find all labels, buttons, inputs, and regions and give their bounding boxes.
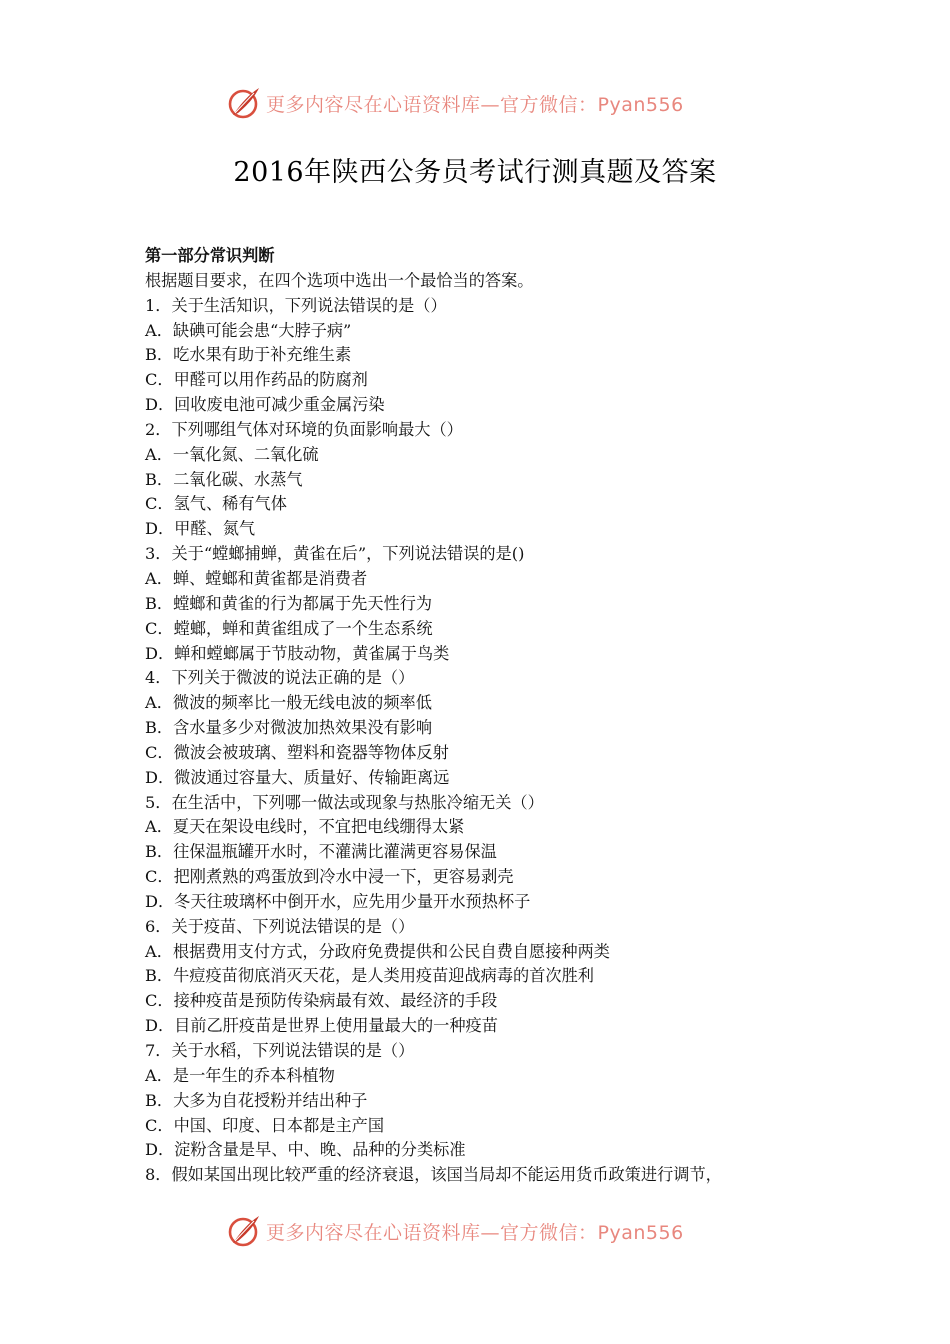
answer-option: B．螳螂和黄雀的行为都属于先天性行为 <box>145 593 433 613</box>
banner-wechat-id: Pyan556 <box>597 93 684 116</box>
answer-option: C．把刚煮熟的鸡蛋放到冷水中浸一下，更容易剥壳 <box>145 867 514 887</box>
answer-option: B．大多为自花授粉并结出种子 <box>145 1090 368 1110</box>
question-stem: 5．在生活中，下列哪一做法或现象与热胀冷缩无关（） <box>145 792 544 812</box>
answer-option: A．夏天在架设电线时，不宜把电线绷得太紧 <box>145 817 465 837</box>
document-title: 2016年陕西公务员考试行测真题及答案 <box>233 157 717 188</box>
question-list <box>145 294 845 1188</box>
footer-watermark-banner <box>226 1211 726 1251</box>
banner-text: 更多内容尽在心语资料库—官方微信：Pyan556 <box>266 93 684 116</box>
answer-option: C．中国、印度、日本都是主产国 <box>145 1115 385 1135</box>
answer-option: A．根据费用支付方式，分政府免费提供和公民自费自愿接种两类 <box>145 941 610 961</box>
question-stem: 7．关于水稻，下列说法错误的是（） <box>145 1041 415 1060</box>
feather-pen-logo-icon <box>226 1213 262 1249</box>
answer-option: B．吃水果有助于补充维生素 <box>145 345 352 365</box>
answer-option: A．蝉、螳螂和黄雀都是消费者 <box>145 568 368 588</box>
answer-option: B．含水量多少对微波加热效果没有影响 <box>145 718 433 738</box>
question-stem: 2．下列哪组气体对环境的负面影响最大（） <box>145 419 463 439</box>
question-stem: 4．下列关于微波的说法正确的是（） <box>145 668 415 688</box>
answer-option: B．往保温瓶罐开水时，不灌满比灌满更容易保温 <box>145 842 497 862</box>
feather-pen-logo-icon <box>226 85 262 121</box>
answer-option: D．冬天往玻璃杯中倒开水，应先用少量开水预热杯子 <box>145 891 531 911</box>
answer-option: D．微波通过容量大、质量好、传输距离远 <box>145 767 450 787</box>
answer-option: B．牛痘疫苗彻底消灭天花，是人类用疫苗迎战病毒的首次胜利 <box>145 966 594 986</box>
answer-option: C．微波会被玻璃、塑料和瓷器等物体反射 <box>145 742 449 762</box>
instruction-text: 根据题目要求，在四个选项中选出一个最恰当的答案。 <box>145 270 534 290</box>
answer-option: D．回收废电池可减少重金属污染 <box>145 395 385 415</box>
answer-option: A．缺碘可能会患“大脖子病” <box>145 320 352 340</box>
question-stem: 8．假如某国出现比较严重的经济衰退，该国当局却不能运用货币政策进行调节， <box>145 1165 722 1185</box>
answer-option: D．目前乙肝疫苗是世界上使用量最大的一种疫苗 <box>145 1016 498 1036</box>
answer-option: A．是一年生的乔本科植物 <box>145 1065 335 1085</box>
section-heading: 第一部分常识判断 <box>145 246 275 265</box>
answer-option: C．螳螂，蝉和黄雀组成了一个生态系统 <box>145 618 433 638</box>
banner-wechat-id: Pyan556 <box>597 1221 684 1244</box>
header-watermark-banner <box>226 83 726 123</box>
document-body <box>145 244 845 1188</box>
answer-option: B．二氧化碳、水蒸气 <box>145 469 303 489</box>
answer-option: A．一氧化氮、二氧化硫 <box>145 444 319 464</box>
question-stem: 1．关于生活知识，下列说法错误的是（） <box>145 295 447 315</box>
question-stem: 3．关于“螳螂捕蝉，黄雀在后”，下列说法错误的是() <box>145 544 525 564</box>
answer-option: C．甲醛可以用作药品的防腐剂 <box>145 370 368 390</box>
answer-option: C．氢气、稀有气体 <box>145 494 287 514</box>
answer-option: D．淀粉含量是早、中、晚、品种的分类标准 <box>145 1140 466 1160</box>
answer-option: D．蝉和螳螂属于节肢动物，黄雀属于鸟类 <box>145 643 450 663</box>
answer-option: A．微波的频率比一般无线电波的频率低 <box>145 693 432 713</box>
answer-option: D．甲醛、氮气 <box>145 519 256 539</box>
answer-option: C．接种疫苗是预防传染病最有效、最经济的手段 <box>145 991 498 1011</box>
banner-text: 更多内容尽在心语资料库—官方微信：Pyan556 <box>266 1221 684 1244</box>
question-stem: 6．关于疫苗、下列说法错误的是（） <box>145 916 415 936</box>
